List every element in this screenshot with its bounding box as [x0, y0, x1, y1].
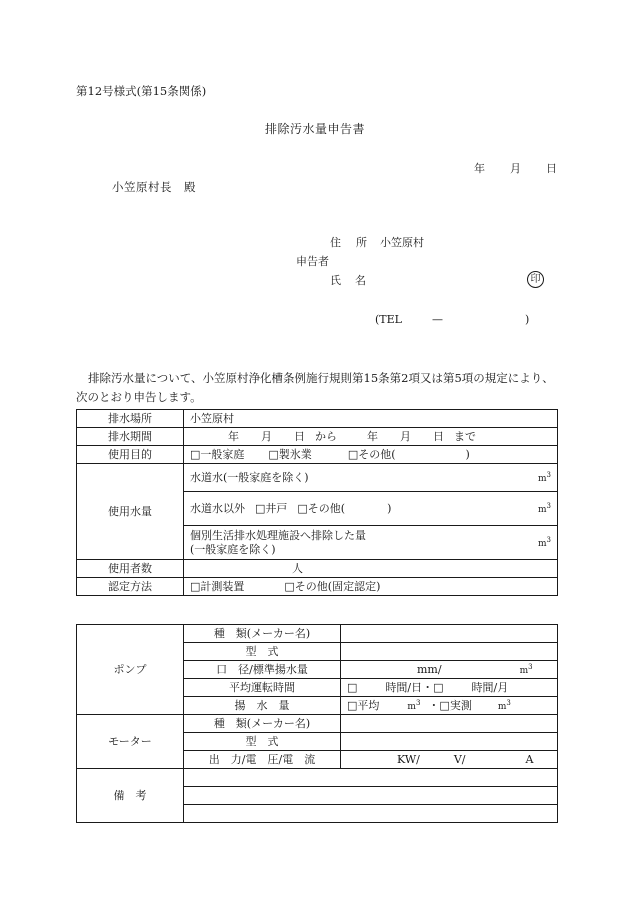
address-label: 住 所 — [330, 236, 368, 249]
date-month-label: 月 — [510, 162, 521, 175]
motor-type-value[interactable] — [341, 715, 558, 733]
lift-avg-checkbox[interactable]: □平均 — [347, 698, 380, 712]
cert-other-checkbox[interactable]: □その他(固定認定) — [284, 580, 381, 593]
lift-measured-checkbox[interactable]: ・□実測 — [428, 698, 472, 712]
name-label: 氏 名 — [330, 274, 366, 287]
usage-table — [76, 409, 558, 596]
remarks-line-3[interactable] — [184, 805, 558, 823]
pump-type-value[interactable] — [341, 625, 558, 643]
pump-type-label: 種 類(メーカー名) — [184, 625, 341, 643]
motor-output-value[interactable]: KW/ V/ A — [341, 751, 558, 769]
place-label: 排水場所 — [77, 410, 184, 428]
table-row — [77, 410, 558, 428]
purpose-ice-checkbox[interactable]: □製氷業 — [268, 448, 312, 461]
water-supply-cell[interactable]: 水道水(一般家庭を除く) $m^3$ — [184, 464, 558, 492]
motor-model-value[interactable] — [341, 733, 558, 751]
remarks-line-1[interactable] — [184, 769, 558, 787]
lift-volume-label: 揚 水 量 — [184, 697, 341, 715]
well-checkbox[interactable]: □井戸 — [255, 502, 288, 515]
avg-time-value[interactable]: □ 時間/日・□ 時間/月 — [341, 679, 558, 697]
other-source-checkbox[interactable]: □その他( — [297, 502, 346, 515]
tel-label: (TEL — [375, 313, 402, 326]
lift-volume-value[interactable]: □平均 $m^3$ ・□実測 $m^3$ — [341, 697, 558, 715]
pump-model-value[interactable] — [341, 643, 558, 661]
individual-cell[interactable]: 個別生活排水処理施設へ排除した量 (一般家庭を除く) $m^3$ — [184, 526, 558, 560]
intro-paragraph: 排除汚水量について、小笠原村浄化槽条例施行規則第15条第2項又は第5項の規定により、次のとおり申告します。 — [76, 371, 554, 404]
purpose-other-checkbox[interactable]: □その他( — [347, 448, 396, 461]
remarks-line-2[interactable] — [184, 787, 558, 805]
table-row — [77, 428, 558, 446]
tel-close: ) — [525, 313, 530, 326]
table-row — [77, 715, 558, 733]
users-label: 使用者数 — [77, 560, 184, 578]
table-row — [77, 625, 558, 643]
pump-diameter-label: 口 径/標準揚水量 — [184, 661, 341, 679]
motor-type-label: 種 類(メーカー名) — [184, 715, 341, 733]
pump-model-label: 型 式 — [184, 643, 341, 661]
tel-dash: — — [432, 313, 443, 326]
date-day-label: 日 — [546, 162, 557, 175]
date-year-label: 年 — [474, 162, 485, 175]
period-value: 年 月 日 から 年 月 日 まで — [184, 428, 558, 446]
cert-options — [184, 578, 558, 596]
purpose-options: □一般家庭 □製氷業 □その他( ) — [184, 446, 558, 464]
motor-label: モーター — [77, 715, 184, 769]
seal-icon: 印 — [527, 271, 544, 288]
period-label: 排水期間 — [77, 428, 184, 446]
pump-label: ポンプ — [77, 625, 184, 715]
volume-label: 使用水量 — [77, 464, 184, 560]
users-value[interactable]: 人 — [184, 560, 558, 578]
table-row — [77, 464, 558, 492]
table-row — [77, 560, 558, 578]
form-number: 第12号様式(第15条関係) — [76, 84, 207, 98]
non-supply-cell[interactable]: 水道水以外 □井戸 □その他( ) $m^3$ — [184, 492, 558, 526]
table-row — [77, 446, 558, 464]
place-value: 小笠原村 — [184, 410, 558, 428]
document-title: 排除汚水量申告書 — [264, 122, 365, 136]
addressee: 小笠原村長 殿 — [112, 180, 196, 194]
address-value: 小笠原村 — [380, 236, 424, 249]
motor-output-label: 出 力/電 圧/電 流 — [184, 751, 341, 769]
table-row — [77, 769, 558, 787]
cert-meter-checkbox[interactable]: □計測装置 — [190, 580, 245, 593]
applicant-label: 申告者 — [296, 255, 329, 268]
avg-time-label: 平均運転時間 — [184, 679, 341, 697]
purpose-household-checkbox[interactable]: □一般家庭 — [190, 448, 245, 461]
remarks-label: 備 考 — [77, 769, 184, 823]
purpose-label: 使用目的 — [77, 446, 184, 464]
motor-model-label: 型 式 — [184, 733, 341, 751]
table-row — [77, 578, 558, 596]
cert-label: 認定方法 — [77, 578, 184, 596]
pump-diameter-value[interactable]: mm/ $m^3$ — [341, 661, 558, 679]
equipment-table — [76, 624, 558, 823]
